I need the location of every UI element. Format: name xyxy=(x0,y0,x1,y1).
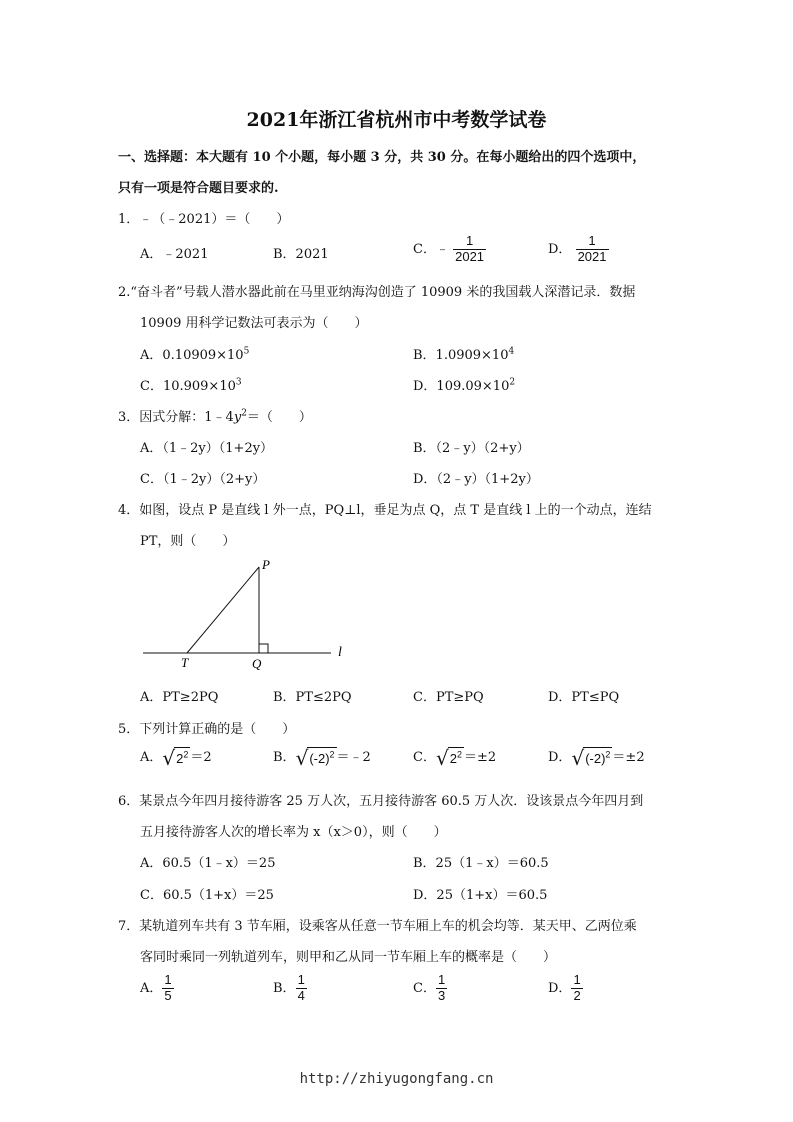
sqrt-sign: √ $(-2)^2$ xyxy=(571,745,611,770)
q3-stem: 3．因式分解：$1﹣4y^2=$（ ） xyxy=(118,408,312,425)
q6-option-b: B．25（1﹣x）＝60.5 xyxy=(413,856,549,871)
q7-option-d: D． $\frac{1}{2}$ xyxy=(548,972,581,1003)
q7-d-fraction: $\frac{1}{2}$ xyxy=(573,972,581,1003)
q3-option-b: B．（2﹣y）（2+y） xyxy=(413,441,530,456)
q1-stem: 1．﹣（﹣2021）＝（ ） xyxy=(118,212,290,227)
sqrt-sign: √ $2^2$ xyxy=(162,745,189,770)
q2-option-d: D．$109.09\times 10^2$ xyxy=(413,377,516,394)
q2-option-c: C．$10.909\times 10^3$ xyxy=(140,377,242,394)
q6-option-c: C．60.5（1+x）＝25 xyxy=(140,888,274,903)
q6-option-a: A．60.5（1﹣x）＝25 xyxy=(140,856,276,871)
q4-option-d: D．PT≤PQ xyxy=(548,690,620,705)
q7-option-c: C． $\frac{1}{3}$ xyxy=(413,972,446,1003)
q4-option-b: B．PT≤2PQ xyxy=(273,690,352,705)
section-intro-line2: 只有一项是符合题目要求的. xyxy=(118,181,279,196)
page-title: 2021年浙江省杭州市中考数学试卷 xyxy=(246,109,547,131)
q7-option-a: A． $\frac{1}{5}$ xyxy=(140,972,172,1003)
q6-option-d: D．25（1+x）＝60.5 xyxy=(413,888,548,903)
q7-option-b: B． $\frac{1}{4}$ xyxy=(273,972,305,1003)
segment-pt xyxy=(187,567,259,653)
q3-option-a: A．（1﹣2y）（1+2y） xyxy=(140,441,274,456)
q4-option-a: A．PT≥2PQ xyxy=(140,690,219,705)
q1-option-c: C．﹣ $\frac{1}{2021}$ xyxy=(413,233,485,264)
q7-b-fraction: $\frac{1}{4}$ xyxy=(297,972,305,1003)
q2-stem-line1: 2.“奋斗者”号载人潜水器此前在马里亚纳海沟创造了 10909 米的我国载人深潜记录．数据 xyxy=(118,285,636,300)
label-l: l xyxy=(338,645,342,660)
q4-stem-line1: 4．如图，设点 P 是直线 l 外一点，PQ⊥l，垂足为点 Q，点 T 是直线 l 上的一个动点，连结 xyxy=(118,503,652,518)
q5-option-c: C． √ $2^2$ ＝±2 xyxy=(413,745,497,770)
q4-option-c: C．PT≥PQ xyxy=(413,690,484,705)
q7-stem-line2: 客同时乘同一列轨道列车，则甲和乙从同一节车厢上车的概率是（ ） xyxy=(140,950,557,965)
sqrt-sign: √ $(-2)^2$ xyxy=(295,745,335,770)
q4-stem-line2: PT，则（ ） xyxy=(140,534,236,549)
q1-option-a: A．﹣2021 xyxy=(140,247,209,262)
q5-option-d: D． √ $(-2)^2$ ＝±2 xyxy=(548,745,645,770)
q2-stem-line2: 10909 用科学记数法可表示为（ ） xyxy=(140,316,368,331)
label-p: P xyxy=(262,557,270,572)
q5-option-b: B． √ $(-2)^2$ ＝﹣2 xyxy=(273,745,371,770)
q7-c-fraction: $\frac{1}{3}$ xyxy=(437,972,446,1003)
sqrt-sign: √ $2^2$ xyxy=(435,745,462,770)
label-q: Q xyxy=(252,656,262,671)
q3-option-c: C．（1﹣2y）（2+y） xyxy=(140,472,266,487)
q2-option-a: A．$0.10909\times 10^5$ xyxy=(140,346,250,363)
q7-a-fraction: $\frac{1}{5}$ xyxy=(164,972,172,1003)
q5-option-a: A． √ $2^2$ ＝2 xyxy=(140,745,212,770)
q6-stem-line1: 6．某景点今年四月接待游客 25 万人次，五月接待游客 60.5 万人次．设该景点今年四月到 xyxy=(118,794,644,809)
q1-d-fraction: $\frac{1}{2021}$ xyxy=(577,233,607,264)
q1-c-fraction: $\frac{1}{2021}$ xyxy=(455,233,485,264)
q7-stem-line1: 7．某轨道列车共有 3 节车厢，设乘客从任意一节车厢上车的机会均等．某天甲、乙两位乘 xyxy=(118,919,637,934)
q4-figure xyxy=(135,555,365,675)
q5-stem: 5．下列计算正确的是（ ） xyxy=(118,722,296,737)
q3-option-d: D．（2﹣y）（1+2y） xyxy=(413,472,539,487)
q2-option-b: B．$1.0909\times 10^4$ xyxy=(413,346,515,363)
q6-stem-line2: 五月接待游客人次的增长率为 x（x＞0），则（ ） xyxy=(140,825,447,840)
right-angle-mark xyxy=(259,644,268,653)
q1-option-b: B．2021 xyxy=(273,247,329,262)
footer-url[interactable]: http://zhiyugongfang.cn xyxy=(299,1071,494,1087)
label-t: T xyxy=(181,655,189,670)
q1-option-d: D． $\frac{1}{2021}$ xyxy=(548,233,607,264)
section-intro-line1: 一、选择题：本大题有 10 个小题，每小题 3 分，共 30 分。在每小题给出的四个选项中， xyxy=(118,150,646,165)
